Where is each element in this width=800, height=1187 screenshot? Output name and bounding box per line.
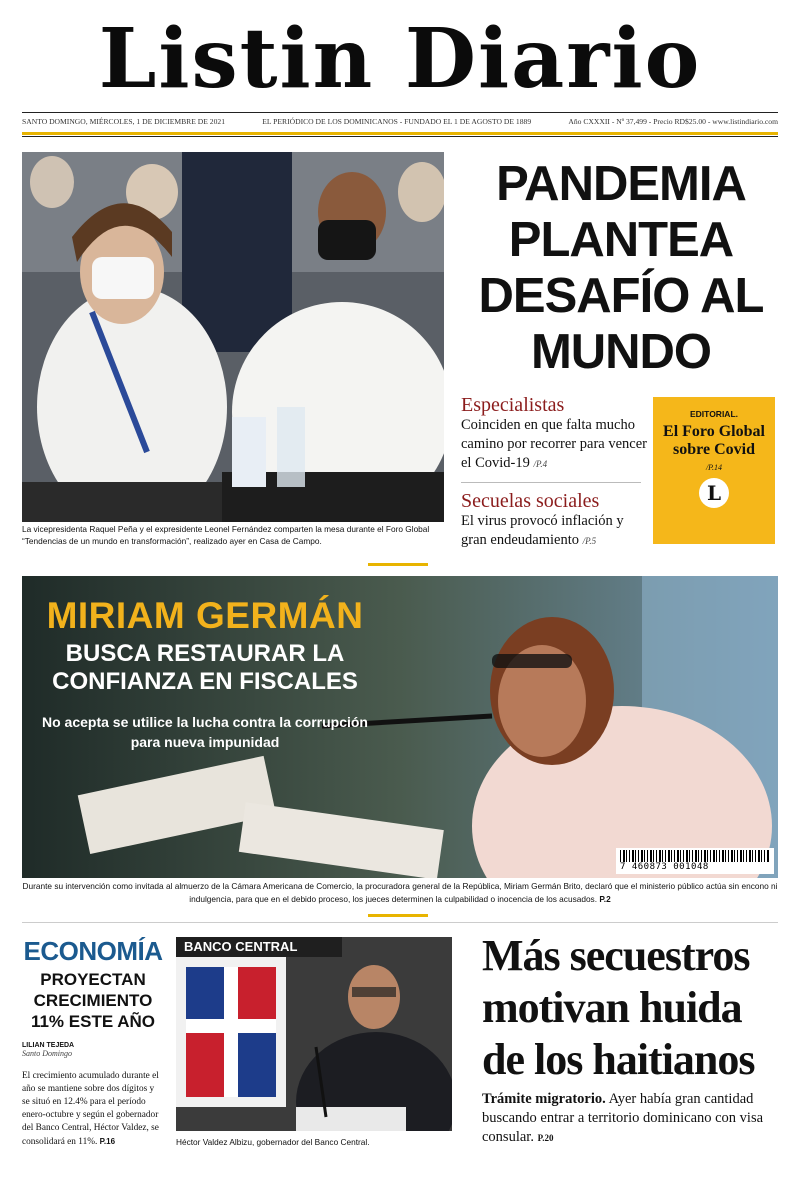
economia-kicker: ECONOMÍA: [23, 936, 163, 966]
miriam-name[interactable]: MIRIAM GERMÁN: [46, 595, 364, 636]
secuestros-headline[interactable]: Más secuestros motivan huida de los haitianos: [482, 931, 755, 1084]
page-ref: P.20: [537, 1133, 554, 1143]
economia-body: [22, 1070, 164, 1149]
page-ref: P.16: [99, 1137, 116, 1146]
banco-caption: Héctor Valdez Albizu, gobernador del Banco Central.: [176, 1137, 370, 1147]
barcode-bars: [620, 850, 770, 862]
editorial-label: EDITORIAL.: [689, 409, 738, 419]
top-story-photo[interactable]: [22, 152, 444, 522]
sub-kicker: Secuelas sociales: [461, 490, 600, 512]
top-photo-caption: La vicepresidenta Raquel Peña y el expresidente Leonel Fernández comparten la mesa durante el Foro Global “Tendencias de un mundo en transformación”, realizado ayer en Casa de Campo.: [22, 524, 430, 546]
economia-body-text: El crecimiento acumulado durante el año se mantiene sobre dos dígitos y se situó en 12.4% para el período enero-octubre y según el gobernador del Banco Central, Héctor Valdez, se consolidará en 11%.: [22, 1071, 159, 1147]
page-ref: /P.14: [705, 463, 723, 472]
listin-logo-icon: L: [699, 478, 729, 508]
banco-central-label: BANCO CENTRAL: [176, 937, 342, 957]
economia-place: Santo Domingo: [22, 1049, 72, 1058]
barcode: [616, 848, 774, 874]
divider-gold: [368, 914, 428, 917]
economia-author: LILIAN TEJEDA: [22, 1042, 75, 1049]
economia-headline[interactable]: PROYECTAN CRECIMIENTO 11% ESTE AÑO: [30, 970, 156, 1031]
sub-text-body: Coinciden en que falta mucho camino por recorrer para vencer el Covid-19: [461, 417, 647, 471]
page-ref: /P.5: [582, 536, 597, 546]
sub-story-secuelas[interactable]: [461, 490, 651, 551]
newspaper-logo[interactable]: Listin Diario: [98, 11, 702, 107]
divider: [22, 136, 778, 137]
tagline: EL PERIÓDICO DE LOS DOMINICANOS - FUNDADO EL 1 DE AGOSTO DE 1889: [262, 117, 532, 126]
page-ref: /P.4: [533, 459, 548, 469]
sub-text-body: El virus provocó inflación y gran endeudamiento: [461, 513, 624, 548]
dateline: [22, 117, 778, 126]
sub-story-especialistas[interactable]: [461, 394, 651, 474]
miriam-caption: [22, 880, 778, 906]
divider: [22, 112, 778, 113]
issue-date: SANTO DOMINGO, MIÉRCOLES, 1 DE DICIEMBRE DE 2021: [22, 117, 225, 126]
miriam-caption-text: Durante su intervención como invitada al almuerzo de la Cámara Americana de Comercio, la procuradora general de la República, Miriam Germán Brito, declaró que el ministerio público actúa sin encono ni indulgencia, para que en el debido proceso, los jueces determinen la culpabilidad o inocencia de los acusados.: [22, 881, 778, 904]
sub-text: [461, 512, 651, 551]
miriam-subhead: No acepta se utilice la lucha contra la corrupción para nueva impunidad: [42, 714, 368, 750]
page-ref: P.2: [599, 894, 611, 904]
editorial-box[interactable]: [653, 397, 775, 544]
issue-info: Año CXXXII - Nº 37,499 - Precio RD$25.00 - www.listindiario.com: [568, 117, 778, 126]
sub-text: [461, 416, 651, 474]
divider: [461, 482, 641, 483]
sub-kicker: Especialistas: [461, 394, 565, 416]
miriam-german-photo[interactable]: [22, 576, 778, 878]
secuestros-text: Ayer había gran cantidad buscando entrar a territorio dominicano con visa consular.: [482, 1091, 764, 1145]
barcode-number: 7 460873 001048: [620, 862, 709, 872]
secuestros-kicker: Trámite migratorio.: [482, 1091, 606, 1107]
editorial-title: El Foro Global sobre Covid: [663, 423, 765, 458]
secuestros-summary: [482, 1090, 772, 1148]
banco-central-photo[interactable]: [176, 937, 452, 1131]
miriam-overlay: [40, 596, 370, 752]
divider: [22, 922, 778, 923]
divider-gold: [22, 132, 778, 135]
masthead: [0, 11, 800, 107]
economia-story[interactable]: [22, 936, 164, 1149]
miriam-deck[interactable]: BUSCA RESTAURAR LA CONFIANZA EN FISCALES: [52, 640, 358, 695]
divider-gold: [368, 563, 428, 566]
main-headline[interactable]: PANDEMIA PLANTEA DESAFÍO AL MUNDO: [478, 157, 764, 379]
